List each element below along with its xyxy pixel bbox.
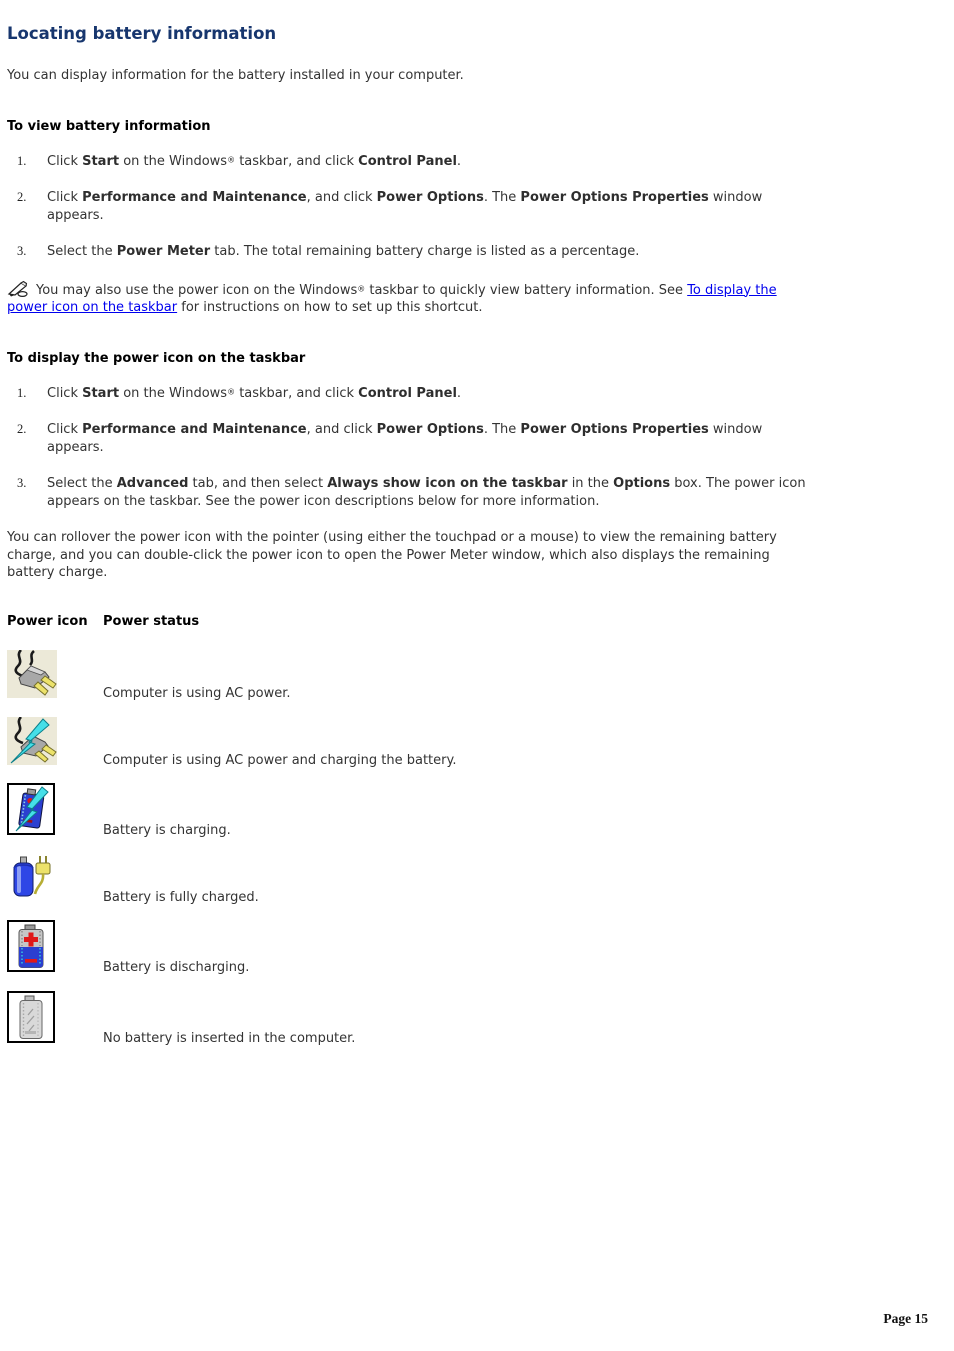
step-text — [47, 244, 639, 259]
text-run: tab, and then select — [188, 476, 328, 491]
bold-text: Performance and Maintenance — [82, 190, 307, 205]
power-status-text: Battery is charging. — [103, 823, 231, 838]
bold-text: Start — [82, 153, 120, 169]
text-run: tab. The total remaining battery charge is listed as a percentage. — [210, 244, 640, 259]
no-battery-icon — [7, 991, 103, 1049]
power-status-text: Battery is fully charged. — [103, 889, 259, 905]
heading-view-battery-information: To view battery information — [7, 118, 211, 134]
note-paragraph — [7, 280, 946, 317]
text-run: . The — [483, 422, 521, 437]
text-run: Click — [47, 422, 83, 437]
text-run: on the Windows — [119, 385, 228, 401]
text-run: window — [708, 190, 763, 205]
battery-full-icon — [7, 854, 103, 908]
text-run: battery charge. — [7, 565, 108, 580]
text-run: taskbar to quickly view battery information. See — [365, 282, 688, 298]
text-run: charge, and you can double-click the power icon to open the Power Meter window, which also displays the remaining — [7, 547, 770, 563]
page-title: Locating battery information — [7, 24, 277, 43]
text-run: appears on the taskbar. See the power icon descriptions below for more information. — [47, 493, 600, 509]
manual-page — [7, 24, 946, 1326]
step-item — [7, 475, 946, 510]
text-run: appears. — [47, 439, 104, 455]
table-row — [7, 783, 946, 841]
table-row — [7, 854, 946, 908]
text-run: appears. — [47, 207, 104, 223]
text-run: . — [456, 153, 462, 169]
step-text — [47, 476, 806, 509]
step-text — [47, 154, 461, 169]
text-run: Select the — [47, 244, 117, 259]
text-run: Click — [47, 153, 83, 169]
power-status-text: Computer is using AC power and charging the battery. — [103, 752, 457, 768]
power-status-text: Computer is using AC power. — [103, 686, 291, 701]
text-run: for instructions on how to set up this shortcut. — [177, 300, 483, 315]
bold-text: Control Panel — [358, 153, 457, 169]
text-run: Click — [47, 190, 83, 205]
text-run: box. The power icon — [670, 476, 806, 491]
note-text — [7, 283, 777, 316]
link-to-display-power-icon[interactable]: power icon on the taskbar — [7, 300, 178, 315]
text-run: Click — [47, 385, 83, 401]
registered-mark: ® — [227, 155, 236, 164]
bold-text: Control Panel — [358, 385, 457, 401]
text-run: in the — [567, 476, 614, 491]
heading-display-power-icon: To display the power icon on the taskbar — [7, 350, 306, 366]
step-item — [7, 189, 946, 224]
bold-text: Power Options — [376, 422, 484, 437]
text-run: . — [456, 385, 462, 401]
registered-mark: ® — [357, 284, 366, 293]
text-run: taskbar, and click — [235, 153, 359, 169]
registered-mark: ® — [227, 387, 236, 396]
column-header-power-icon: Power icon — [7, 613, 88, 629]
steps-display-power-icon — [7, 385, 946, 511]
battery-discharging-icon — [7, 920, 103, 978]
bold-text: Performance and Maintenance — [82, 422, 307, 437]
note-pen-icon — [7, 280, 30, 298]
intro-paragraph: You can display information for the battery installed in your computer. — [7, 68, 464, 83]
text-run: on the Windows — [119, 153, 228, 169]
table-row — [7, 991, 946, 1049]
step-text — [47, 386, 461, 401]
text-run: Select the — [47, 476, 117, 491]
bold-text: Always show icon on the taskbar — [327, 476, 568, 491]
steps-view-battery — [7, 153, 946, 261]
bold-text: Power Options — [376, 190, 484, 205]
battery-charging-icon — [7, 783, 103, 841]
text-run: You may also use the power icon on the Windows — [36, 282, 358, 298]
step-item — [7, 153, 946, 171]
table-row — [7, 717, 946, 771]
table-header-row — [7, 613, 946, 631]
link-to-display-power-icon[interactable]: To display the — [687, 282, 777, 298]
step-item — [7, 385, 946, 403]
text-run: . The — [483, 190, 521, 205]
bold-text: Power Options Properties — [520, 422, 709, 437]
power-status-table — [7, 613, 946, 1049]
text-run: You can rollover the power icon with the pointer (using either the touchpad or a mouse) to view the remaining battery — [7, 530, 777, 545]
ac-plug-icon — [7, 650, 103, 704]
page-number: Page 15 — [883, 1311, 928, 1326]
text-run: taskbar, and click — [235, 385, 359, 401]
step-text — [47, 190, 762, 223]
text-run: , and click — [306, 422, 377, 437]
table-row — [7, 920, 946, 978]
table-row — [7, 650, 946, 704]
bold-text: Power Options Properties — [520, 190, 709, 205]
text-run: window — [708, 422, 763, 437]
column-header-power-status: Power status — [103, 613, 200, 629]
step-text — [47, 422, 762, 455]
bold-text: Start — [82, 385, 120, 401]
bold-text: Power Meter — [116, 244, 211, 259]
power-status-text: No battery is inserted in the computer. — [103, 1030, 356, 1046]
rollover-paragraph — [7, 529, 946, 582]
ac-plug-charging-icon — [7, 717, 103, 771]
step-item — [7, 243, 946, 261]
step-item — [7, 421, 946, 456]
bold-text: Options — [613, 476, 671, 491]
power-status-text: Battery is discharging. — [103, 960, 250, 975]
text-run: , and click — [306, 190, 377, 205]
bold-text: Advanced — [116, 476, 189, 491]
